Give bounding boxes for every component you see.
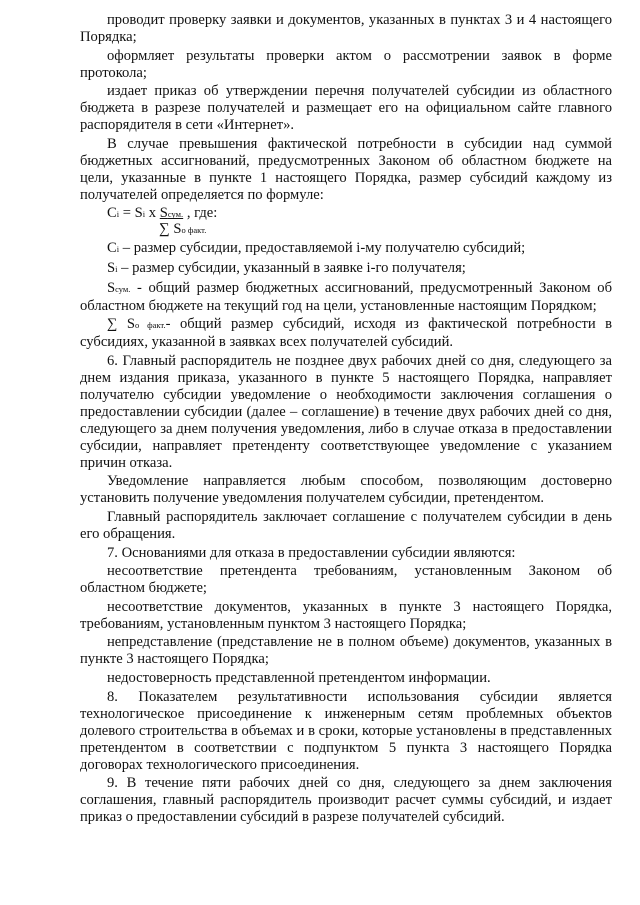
formula-main-line: Ci = Si x Sсум. , где:	[107, 205, 218, 222]
paragraph-item-6: 6. Главный распорядитель не позднее двух рабочих дней со дня, следующего за днем издания приказа, указанного в пункте 5 настоящего Порядка, направляет получателю субсидии уведомление о необходимости заключения соглашения о предоставлении субсидии (далее – соглашение) в течение двух рабочих дней со дня, следующего за днем получения уведомления, либо в случае отказа в предоставлении субсидии, направляет претенденту соответствующее уведомление с указанием причин отказа.	[80, 352, 612, 471]
paragraph-item-9: 9. В течение пяти рабочих дней со дня, следующего за днем заключения соглашения, главный распорядитель производит расчет суммы субсидий, и издает приказ о предоставлении субсидий в разрезе получателей субсидий.	[80, 775, 612, 826]
paragraph-refusal-2: несоответствие документов, указанных в пункте 3 настоящего Порядка, требованиям, установленным пунктом 3 настоящего Порядка;	[80, 598, 612, 632]
paragraph-notification-method: Уведомление направляется любым способом, позволяющим достоверно установить получение уведомления получателем субсидии, претендентом.	[80, 473, 612, 507]
paragraph-refusal-4: недостоверность представленной претендентом информации.	[107, 669, 491, 686]
paragraph-order-list: издает приказ об утверждении перечня получателей субсидии из областного бюджета в разрезе получателей и размещает его на официальном сайте главного распорядителя в сети «Интернет».	[80, 83, 612, 134]
paragraph-item-8: 8. Показателем результативности использования субсидии является технологическое присоединение к инженерным сетям проблемных объектов долевого строительства в объемах и в сроки, которые установлены в представленных претендентом в соответствии с подпунктом 5 пункта 3 настоящего Порядка договорах технологического присоединения.	[80, 688, 612, 773]
definition-so: ∑ Sо факт.- общий размер субсидий, исходя из фактической потребности в субсидиях, указанной в заявках всех получателей субсидий.	[80, 316, 612, 351]
paragraph-protocol: оформляет результаты проверки актом о рассмотрении заявок в форме протокола;	[80, 47, 612, 81]
paragraph-agreement-day: Главный распорядитель заключает соглашение с получателем субсидии в день его обращения.	[80, 508, 612, 542]
paragraph-check-application: проводит проверку заявки и документов, указанных в пунктах 3 и 4 настоящего Порядка;	[80, 12, 612, 45]
paragraph-excess-need: В случае превышения фактической потребности в субсидии над суммой бюджетных ассигнований, предусмотренных Законом об областном бюджете на цели, указанные в пункте 1 настоящего Порядка, размер субсидий каждому из получателей определяется по формуле:	[80, 135, 612, 203]
paragraph-refusal-1: несоответствие претендента требованиям, установленным Законом об областном бюджете;	[80, 563, 612, 597]
paragraph-item-7: 7. Основаниями для отказа в предоставлении субсидии являются:	[107, 544, 516, 561]
document-page	[80, 12, 612, 828]
definition-ssum: Sсум. - общий размер бюджетных ассигнований, предусмотренный Законом об областном бюджете на текущий год на цели, установленные настоящим Порядком;	[80, 279, 612, 314]
paragraph-refusal-3: непредставление (представление не в полном объеме) документов, указанных в пункте 3 настоящего Порядка;	[80, 634, 612, 668]
definition-si: Si – размер субсидии, указанный в заявке i-го получателя;	[107, 259, 466, 276]
formula-denominator: ∑ Sо факт.	[159, 221, 207, 238]
subsidy-formula	[80, 205, 612, 239]
definition-ci: Ci – размер субсидии, предоставляемой i-му получателю субсидий;	[107, 240, 526, 257]
formula-numerator: Sсум.	[159, 205, 184, 222]
